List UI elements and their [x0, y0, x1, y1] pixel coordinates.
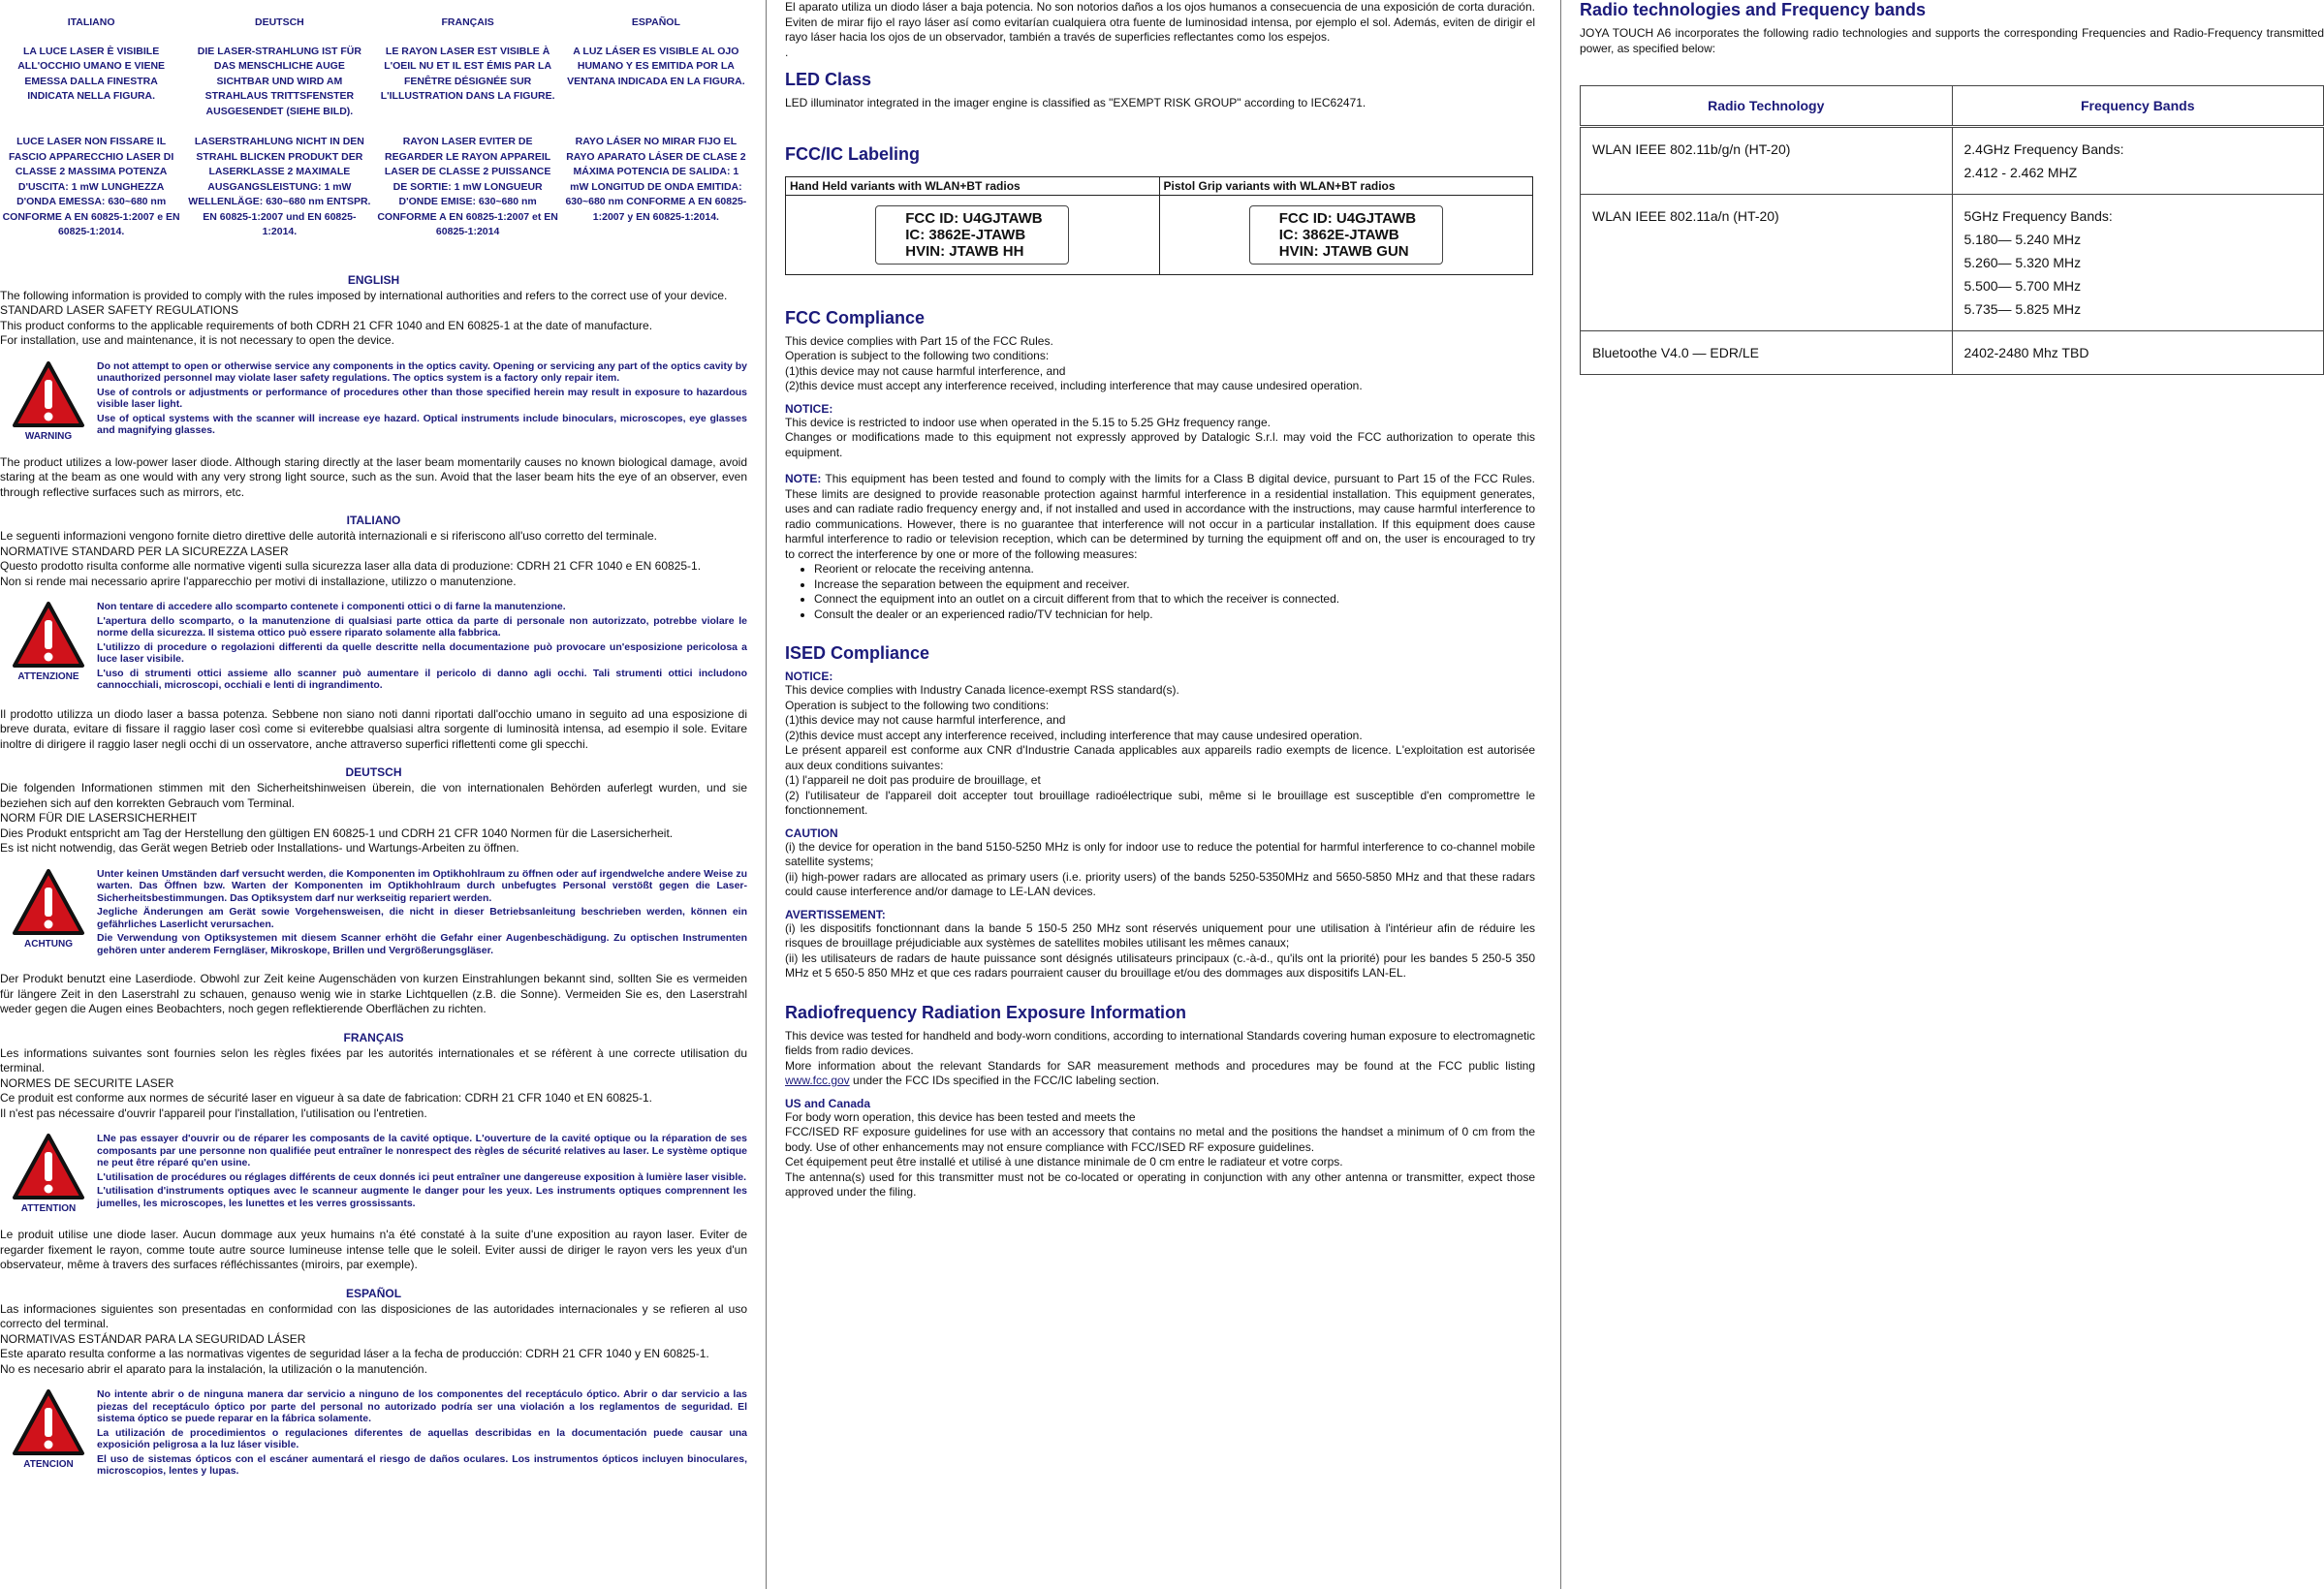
- intro-line: Ce produit est conforme aux normes de sécurité laser en vigueur à sa date de fabrication: CDRH 21 CFR 1040 et EN 60825-1.: [0, 1091, 653, 1105]
- fcc-label-cell: [786, 195, 1160, 274]
- fcc-table-header: Hand Held variants with WLAN+BT radios: [786, 176, 1160, 195]
- text-line: (2) l'utilisateur de l'appareil doit accepter tout brouillage radioélectrique subi, même si le brouillage est susceptible d'en compromettre le fonctionnement.: [785, 788, 1535, 817]
- rf-title: Radiofrequency Radiation Exposure Information: [785, 1002, 1187, 1022]
- rf-text: under the FCC IDs specified in the FCC/IC labeling section.: [849, 1074, 1160, 1087]
- warning-text: [97, 1133, 747, 1211]
- notice-text: [785, 416, 1535, 461]
- list-item: • Increase the separation between the equipment and receiver.: [814, 577, 1535, 593]
- intro-line: NORM FÜR DIE LASERSICHERHEIT: [0, 811, 198, 825]
- fcc-label-box: [875, 205, 1069, 265]
- warning-icon-wrap: [0, 1133, 97, 1214]
- table-row: [1581, 127, 2324, 195]
- section-title: DEUTSCH: [345, 765, 402, 779]
- list-item: • Reorient or relocate the receiving antenna.: [814, 562, 1535, 577]
- section-intro: [0, 1302, 747, 1378]
- warning-icon-wrap: [0, 601, 97, 682]
- intro-line: Este aparato resulta conforme a las normativas vigentes de seguridad láser a la fecha de producción: CDRH 21 CFR 1040 y EN 60825-1.: [0, 1347, 709, 1360]
- text-line: Operation is subject to the following two conditions:: [785, 349, 1050, 362]
- ised-text: [785, 683, 1535, 819]
- caution-label: CAUTION: [785, 826, 838, 840]
- section-title: ENGLISH: [347, 272, 400, 287]
- warning-label: WARNING: [24, 430, 73, 442]
- measure-list: [785, 562, 1535, 622]
- warning-line: Use of optical systems with the scanner will increase eye hazard. Optical instruments include binoculars, microscopes, eye glasses and magnifying glasses.: [97, 412, 747, 436]
- band-line: 2402-2480 Mhz TBD: [1963, 345, 2089, 360]
- text-line: This device is restricted to indoor use when operated in the 5.15 to 5.25 GHz frequency range.: [785, 415, 1271, 429]
- us-canada-label: US and Canada: [785, 1096, 871, 1110]
- intro-line: Las informaciones siguientes son presentadas en conformidad con las disposiciones de las autoridades internacionales y se refieren al uso correcto del terminal.: [0, 1301, 747, 1330]
- lang-cell: LE RAYON LASER EST VISIBLE À L'OEIL NU ET IL EST ÉMIS PAR LA FENÊTRE DÉSIGNÉE SUR L'ILLUSTRATION DANS LA FIGURE.: [380, 45, 555, 102]
- laser-label-table: [0, 16, 747, 240]
- band-line: 5.180— 5.240 MHz: [1963, 232, 2082, 247]
- band-line: 5.735— 5.825 MHz: [1963, 301, 2082, 317]
- warning-icon-wrap: [0, 868, 97, 950]
- warning-label: ACHTUNG: [24, 938, 73, 950]
- hvin: HVIN: JTAWB GUN: [1278, 242, 1409, 260]
- frequency-cell: [1952, 331, 2324, 375]
- laser-safety-column: [0, 0, 759, 1589]
- intro-line: Die folgenden Informationen stimmen mit den Sicherheitshinweisen überein, die von internationalen Behörden auferlegt wurden, und sie beziehen sich auf den korrekten Gebrauch vom Terminal.: [0, 781, 747, 810]
- radio-tech-cell: WLAN IEEE 802.11a/n (HT-20): [1581, 195, 1953, 331]
- avert-text: [785, 921, 1535, 981]
- lang-cell: RAYO LÁSER NO MIRAR FIJO EL RAYO APARATO LÁSER DE CLASE 2 MÁXIMA POTENCIA DE SALIDA: 1 mW LONGITUD DE ONDA EMITIDA: 630~680 nm CONFORME A EN 60825-1:2007 y EN 60825-1:2014.: [565, 136, 747, 223]
- frequency-table: [1580, 85, 2324, 375]
- text-line: (ii) les utilisateurs de radars de haute puissance sont désignés utilisateurs principaux (c.-à-d., qu'ils ont la priorité) pour les bandes 5 250-5 350 MHz et 5 650-5 850 MHz et que ces radars pourraient causer du brouillage et/ou des dommages aux dispositifs LAN-EL.: [785, 950, 1535, 980]
- warning-box: [0, 868, 747, 959]
- intro-line: For installation, use and maintenance, it is not necessary to open the device.: [0, 333, 394, 347]
- ised-notice-label: NOTICE:: [785, 670, 833, 683]
- lang-cell: RAYON LASER EVITER DE REGARDER LE RAYON APPAREIL LASER DE CLASSE 2 PUISSANCE DE SORTIE: 1 mW LONGUEUR D'ONDE EMISE: 630~680 nm CONFORME A EN 60825-1:2007 et EN 60825-1:2014: [377, 136, 558, 237]
- fcc-table-header: Pistol Grip variants with WLAN+BT radios: [1159, 176, 1533, 195]
- ic-id: IC: 3862E-JTAWB: [905, 226, 1026, 243]
- language-sections: [0, 273, 747, 1480]
- lang-cell: LUCE LASER NON FISSARE IL FASCIO APPARECCHIO LASER DI CLASSE 2 MASSIMA POTENZA D'USCITA: 1 mW LUNGHEZZA D'ONDA EMESSA: 630~680 nm CONFORME A EN 60825-1:2007 e EN 60825-1:2014.: [2, 136, 180, 237]
- intro-line: Le seguenti informazioni vengono fornite dietro direttive delle autorità internazionali e si riferiscono all'uso corretto del terminale.: [0, 529, 657, 543]
- lang-header: ESPAÑOL: [631, 16, 680, 28]
- intro-line: No es necesario abrir el aparato para la instalación, la utilización o la manutención.: [0, 1361, 427, 1376]
- warning-box: [0, 601, 747, 694]
- text-line: Changes or modifications made to this equipment not expressly approved by Datalogic S.r.l. may void the FCC authorization to operate this equipment.: [785, 430, 1535, 459]
- text-line: (2)this device must accept any interference received, including interference that may cause undesired operation.: [785, 379, 1363, 392]
- table-row: [1581, 195, 2324, 331]
- warning-label: ATTENTION: [20, 1203, 77, 1214]
- warning-line: Non tentare di accedere allo scomparto contenete i componenti ottici o di farne la manutenzione.: [97, 601, 566, 612]
- intro-line: NORMES DE SECURITE LASER: [0, 1075, 174, 1090]
- lang-cell: DIE LASER-STRAHLUNG IST FÜR DAS MENSCHLICHE AUGE SICHTBAR UND WIRD AM STRAHLAUS TRITTSFENSTER AUSGESENDET (SIEHE BILD).: [197, 45, 361, 117]
- fcc-id: FCC ID: U4GJTAWB: [1278, 209, 1417, 227]
- warning-text: [97, 601, 747, 694]
- radio-tech-cell: Bluetoothe V4.0 — EDR/LE: [1581, 331, 1953, 375]
- text-line: Le présent appareil est conforme aux CNR d'Industrie Canada applicables aux appareils radio exempts de licence. L'exploitation est autorisée aux deux conditions suivantes:: [785, 743, 1535, 772]
- warning-line: No intente abrir o de ninguna manera dar servicio a ninguno de los componentes del receptáculo óptico. Abrir o dar servicio a las piezas del receptáculo óptico por parte del personal no autorizado podría ser una violación a los reglamentos de seguridad. El sistema óptico se puede reparar en la fábrica solamente.: [97, 1388, 747, 1424]
- band-line: 2.412 - 2.462 MHZ: [1963, 165, 2078, 180]
- radio-title: Radio technologies and Frequency bands: [1580, 0, 1927, 19]
- text-line: (1)this device may not cause harmful interference, and: [785, 363, 1066, 378]
- section-outro: The product utilizes a low-power laser diode. Although staring directly at the laser beam momentarily causes no known biological damage, avoid staring at the beam as one would with any very strong light source, such as the sun. Avoid that the laser beam hits the eye of an observer, even through reflective surfaces such as mirrors, etc.: [0, 454, 747, 499]
- fcc-id: FCC ID: U4GJTAWB: [905, 209, 1043, 227]
- spanish-continuation: El aparato utiliza un diodo láser a baja potencia. No son notorios daños a los ojos humanos a consecuencia de una exposición de corta duración. Eviten de mirar fijo el rayo láser así como evitarían cualquiera otra fuente de luminosidad intensa, por ejemplo el sol. Además, eviten de dirigir el rayo láser hacia los ojos de un observador, también a través de superficies reflectantes como los espejos.: [785, 0, 1535, 44]
- intro-line: Dies Produkt entspricht am Tag der Herstellung den gültigen EN 60825-1 und CDRH 21 CFR 1040 Normen für die Lasersicherheit.: [0, 826, 674, 840]
- text-line: Cet équipement peut être installé et utilisé à une distance minimale de 0 cm entre le radiateur et votre corps.: [785, 1155, 1343, 1168]
- lang-header: DEUTSCH: [254, 16, 304, 28]
- section-intro: [0, 289, 747, 349]
- section-outro: Il prodotto utilizza un diodo laser a bassa potenza. Sebbene non siano noti danni riportati dall'occhio umano in seguito ad una esposizione di breve durata, evitare di fissare il raggio laser così come si eviterebbe qualsiasi altra sorgente di luminosità intensa, ad esempio il sole. Evitare inoltre di dirigere il raggio laser negli occhi di un osservatore, anche attraverso superfici riflettenti come gli specchi.: [0, 706, 747, 751]
- warning-line: Do not attempt to open or otherwise service any components in the optics cavity. Opening or servicing any part of the optics cavity by unauthorized personnel may violate laser safety regulations. The optics system is a factory only repair item.: [97, 359, 747, 384]
- intro-line: NORMATIVE STANDARD PER LA SICUREZZA LASER: [0, 544, 289, 558]
- warning-triangle-icon: [12, 601, 85, 669]
- warning-line: El uso de sistemas ópticos con el escáner aumentará el riesgo de daños oculares. Los instrumentos ópticos incluyen binoculares, microscopios, lentes y lupas.: [97, 1452, 747, 1477]
- band-line: 2.4GHz Frequency Bands:: [1963, 141, 2124, 157]
- lang-cell: A LUZ LÁSER ES VISIBLE AL OJO HUMANO Y ES EMITIDA POR LA VENTANA INDICADA EN LA FIGURA.: [567, 45, 745, 87]
- text-line: (i) the device for operation in the band 5150-5250 MHz is only for indoor use to reduce the potential for harmful interference to co-channel mobile satellite systems;: [785, 839, 1535, 868]
- radio-column: [1580, 0, 2324, 1589]
- intro-line: This product conforms to the applicable requirements of both CDRH 21 CFR 1040 and EN 60825-1 at the date of manufacture.: [0, 318, 653, 332]
- warning-line: La utilización de procedimientos o regulaciones diferentes de aquellas describidas en la documentación puede causar una exposición peligrosa a la luz láser visible.: [97, 1426, 747, 1450]
- warning-label: ATTENZIONE: [17, 671, 79, 682]
- text-line: (i) les dispositifs fonctionnant dans la bande 5 150-5 250 MHz sont réservés uniquement pour une utilisation à l'intérieur afin de réduire les risques de brouillage préjudiciable aux systèmes de satellites mobiles utilisant les mêmes canaux;: [785, 920, 1535, 950]
- section-title: FRANÇAIS: [343, 1030, 404, 1044]
- warning-triangle-icon: [12, 868, 85, 936]
- lang-cell: LASERSTRAHLUNG NICHT IN DEN STRAHL BLICKEN PRODUKT DER LASERKLASSE 2 MAXIMALE AUSGANGSLEISTUNG: 1 mW WELLENLÄGE: 630~680 nm ENTSPR. EN 60825-1:2007 und EN 60825-1:2014.: [188, 136, 371, 237]
- section-outro: Der Produkt benutzt eine Laserdiode. Obwohl zur Zeit keine Augenschäden von kurzen Einstrahlungen bekannt sind, sollten Sie es vermeiden für längere Zeit in den Laserstrahl zu schauen, genauso wenig wie in starke Lichtquellen (z.B. die Sonne). Vermeiden Sie es, den Laserstrahl weder gegen die Augen eines Beobachters, noch gegen reflektierende Oberflächen zu richten.: [0, 972, 747, 1015]
- warning-box: [0, 1133, 747, 1214]
- band-line: 5GHz Frequency Bands:: [1963, 208, 2113, 224]
- frequency-cell: [1952, 195, 2324, 331]
- section-title: ITALIANO: [346, 514, 401, 527]
- warning-line: L'apertura dello scomparto, o la manutenzione di qualsiasi parte ottica da parte di personale non autorizzato, potrebbe violare le norme della sicurezza. Il sistema ottico può essere riparato solamente alla fabbrica.: [97, 614, 747, 639]
- intro-line: STANDARD LASER SAFETY REGULATIONS: [0, 303, 239, 317]
- fcc-compliance-title: FCC Compliance: [785, 307, 926, 327]
- table-row: [1581, 331, 2324, 375]
- notice-label: NOTICE:: [785, 401, 833, 416]
- intro-line: The following information is provided to comply with the rules imposed by international authorities and refers to the correct use of your device.: [0, 288, 728, 302]
- section-intro: [0, 781, 747, 857]
- intro-line: Es ist nicht notwendig, das Gerät wegen Betrieb oder Installations- und Wartungs-Arbeiten zu öffnen.: [0, 841, 519, 855]
- warning-line: Die Verwendung von Optiksystemen mit diesem Scanner erhöht die Gefahr einer Augenbeschädigung. Zu optischen Instrumenten gehören unter anderem Ferngläser, Mikroskope, Brillen und Vergrößerungsgläser.: [97, 932, 747, 956]
- column-divider-2: [1560, 0, 1561, 1589]
- compliance-column: [785, 0, 1535, 1589]
- frequency-cell: [1952, 127, 2324, 195]
- radio-intro: JOYA TOUCH A6 incorporates the following radio technologies and supports the corresponding Frequencies and Radio-Frequency transmitted power, as specified below:: [1580, 26, 2324, 55]
- hvin: HVIN: JTAWB HH: [905, 242, 1024, 260]
- fcc-label-cell: [1159, 195, 1533, 274]
- warning-line: LNe pas essayer d'ouvrir ou de réparer les composants de la cavité optique. L'ouverture de la cavité optique ou la réparation de ses composants par une personne non qualifiée peut entraîner le nonrespect des règles de sécurité relatives au laser. Le système optique ne peut être réparé qu'en usine.: [97, 1133, 747, 1168]
- band-line: 5.260— 5.320 MHz: [1963, 255, 2082, 270]
- intro-line: NORMATIVAS ESTÁNDAR PARA LA SEGURIDAD LÁSER: [0, 1331, 306, 1346]
- warning-text: [97, 360, 747, 439]
- text-line: (1) l'appareil ne doit pas produire de brouillage, et: [785, 773, 1041, 787]
- section-intro: [0, 529, 747, 589]
- warning-label: ATENCION: [23, 1459, 74, 1470]
- warning-icon-wrap: [0, 1388, 97, 1470]
- section-title: ESPAÑOL: [345, 1286, 402, 1300]
- text-line: For body worn operation, this device has been tested and meets the: [785, 1109, 1136, 1124]
- note-label: NOTE:: [785, 472, 822, 485]
- warning-line: Unter keinen Umständen darf versucht werden, die Komponenten im Optikhohlraum zu öffnen oder auf irgendwelche andere Weise zu warten. Das Öffnen bzw. Warten der Komponenten im Optikhohlraum durch unbefugtes Personal verstößt gegen die Laser-Sicherheitsbestimmungen. Das Optiksystem darf nur werkseitig repariert werden.: [97, 867, 747, 904]
- section-intro: [0, 1046, 747, 1122]
- rf-text: More information about the relevant Standards for SAR measurement methods and procedures may be found at the FCC public listing: [785, 1058, 1535, 1073]
- warning-text: [97, 868, 747, 959]
- warning-triangle-icon: [12, 1388, 85, 1456]
- lang-header: FRANÇAIS: [441, 16, 494, 28]
- warning-line: L'uso di strumenti ottici assieme allo scanner può aumentare il pericolo di danno agli occhi. Tali strumenti ottici includono cannocchiali, microscopi, occhiali e lenti di ingrandimento.: [97, 667, 747, 691]
- lang-cell: LA LUCE LASER È VISIBILE ALL'OCCHIO UMANO E VIENE EMESSA DALLA FINESTRA INDICATA NELLA FIGURA.: [17, 45, 166, 102]
- led-class-title: LED Class: [785, 70, 872, 89]
- list-item: • Connect the equipment into an outlet on a circuit different from that to which the receiver is connected.: [814, 592, 1535, 608]
- rf-paragraph-1: This device was tested for handheld and body-worn conditions, according to international Standards covering human exposure to electromagnetic fields from radio devices.: [785, 1028, 1535, 1057]
- fcc-labeling-title: FCC/IC Labeling: [785, 143, 920, 164]
- text-line: (1)this device may not cause harmful interference, and: [785, 713, 1066, 727]
- fcc-label-table: [785, 176, 1533, 275]
- warning-box: [0, 1388, 747, 1480]
- us-canada-text: [785, 1110, 1535, 1200]
- intro-line: Non si rende mai necessario aprire l'apparecchio per motivi di installazione, utilizzo o manutenzione.: [0, 574, 517, 588]
- warning-triangle-icon: [12, 1133, 85, 1200]
- text-line: The antenna(s) used for this transmitter must not be co-located or operating in conjunction with any other antenna or transmitter, expect those approved under the filing.: [785, 1169, 1535, 1199]
- fcc-link[interactable]: www.fcc.gov: [785, 1074, 850, 1087]
- warning-triangle-icon: [12, 360, 85, 428]
- band-line: 5.500— 5.700 MHz: [1963, 278, 2082, 294]
- radio-tech-cell: WLAN IEEE 802.11b/g/n (HT-20): [1581, 127, 1953, 195]
- list-item: • Consult the dealer or an experienced radio/TV technician for help.: [814, 608, 1535, 623]
- note-text: This equipment has been tested and found to comply with the limits for a Class B digital device, pursuant to Part 15 of the FCC Rules. These limits are designed to provide reasonable protection against harmful interference in a residential installation. This equipment generates, uses and can radiate radio frequency energy and, if not installed and used in accordance with the instructions, may cause harmful interference to radio communications. However, there is no guarantee that interference will not occur in a particular installation. If this equipment does cause harmful interference to radio or television reception, which can be determined by turning the equipment off and on, the user is encouraged to try to correct the interference by one or more of the following measures:: [785, 472, 1535, 561]
- warning-line: L'utilisation d'instruments optiques avec le scanneur augmente le danger pour les yeux. Les instruments optiques comprennent les jumelles, les microscopes, les lunettes et les verres grossissants.: [97, 1185, 747, 1209]
- ic-id: IC: 3862E-JTAWB: [1278, 226, 1399, 243]
- warning-line: Use of controls or adjustments or performance of procedures other than those specified herein may result in exposure to hazardous visible laser light.: [97, 386, 747, 410]
- lang-header: ITALIANO: [67, 16, 115, 28]
- text-line: FCC/ISED RF exposure guidelines for use with an accessory that contains no metal and the positions the handset a minimum of 0 cm from the body. Use of other enhancements may not ensure compliance with FCC/ISED RF exposure guidelines.: [785, 1125, 1535, 1154]
- note-paragraph: [785, 472, 1535, 562]
- fcc-label-box: [1249, 205, 1443, 265]
- fcc-compliance-text: [785, 334, 1535, 394]
- intro-line: Questo prodotto risulta conforme alle normative vigenti sulla sicurezza laser alla data di produzione: CDRH 21 CFR 1040 e EN 60825-1.: [0, 559, 702, 573]
- warning-line: L'utilizzo di procedure o regolazioni differenti da quelle descritte nella documentazione può provocare un'esposizione pericolosa a luce laser visibile.: [97, 640, 747, 665]
- text-line: This device complies with Part 15 of the FCC Rules.: [785, 333, 1053, 348]
- led-class-text: LED illuminator integrated in the imager engine is classified as "EXEMPT RISK GROUP" according to IEC62471.: [785, 96, 1366, 109]
- table-header: Frequency Bands: [1952, 86, 2324, 127]
- intro-line: Il n'est pas nécessaire d'ouvrir l'appareil pour l'installation, l'utilisation ou l'entretien.: [0, 1106, 427, 1120]
- warning-icon-wrap: [0, 360, 97, 442]
- text-line: Operation is subject to the following two conditions:: [785, 698, 1050, 712]
- warning-line: Jegliche Änderungen am Gerät sowie Vorgehensweisen, die nicht in dieser Betriebsanleitung beschrieben werden, können ein gefährliches Laserlicht verursachen.: [97, 906, 747, 930]
- ised-title: ISED Compliance: [785, 643, 930, 663]
- intro-line: Les informations suivantes sont fournies selon les règles fixées par les autorités internationales et se réfèrent à une correcte utilisation du terminal.: [0, 1045, 747, 1075]
- caution-text: [785, 840, 1535, 900]
- warning-line: L'utilisation de procédures ou réglages différents de ceux donnés ici peut entraîner une dangereuse exposition à lumière laser visible.: [97, 1170, 747, 1183]
- warning-box: [0, 360, 747, 442]
- section-outro: Le produit utilise une diode laser. Aucun dommage aux yeux humains n'a été constaté à la suite d'une exposition au rayon laser. Eviter de regarder fixement le rayon, comme toute autre source lumineuse intense telle que le soleil. Eviter aussi de diriger le rayon vers les yeux d'un observateur, même à travers des surfaces réfléchissantes (miroirs, par exemple).: [0, 1228, 747, 1271]
- text-line: (2)this device must accept any interference received, including interference that may cause undesired operation.: [785, 728, 1363, 742]
- text-line: This device complies with Industry Canada licence-exempt RSS standard(s).: [785, 683, 1179, 697]
- rf-paragraph-2: [785, 1059, 1535, 1089]
- stray-dot: .: [785, 45, 789, 59]
- table-header: Radio Technology: [1581, 86, 1953, 127]
- column-divider-1: [766, 0, 767, 1589]
- warning-text: [97, 1388, 747, 1480]
- avert-label: AVERTISSEMENT:: [785, 907, 886, 921]
- text-line: (ii) high-power radars are allocated as primary users (i.e. priority users) of the bands 5250-5350MHz and 5650-5850 MHz and that these radars could cause interference and/or damage to LE-LAN devices.: [785, 869, 1535, 898]
